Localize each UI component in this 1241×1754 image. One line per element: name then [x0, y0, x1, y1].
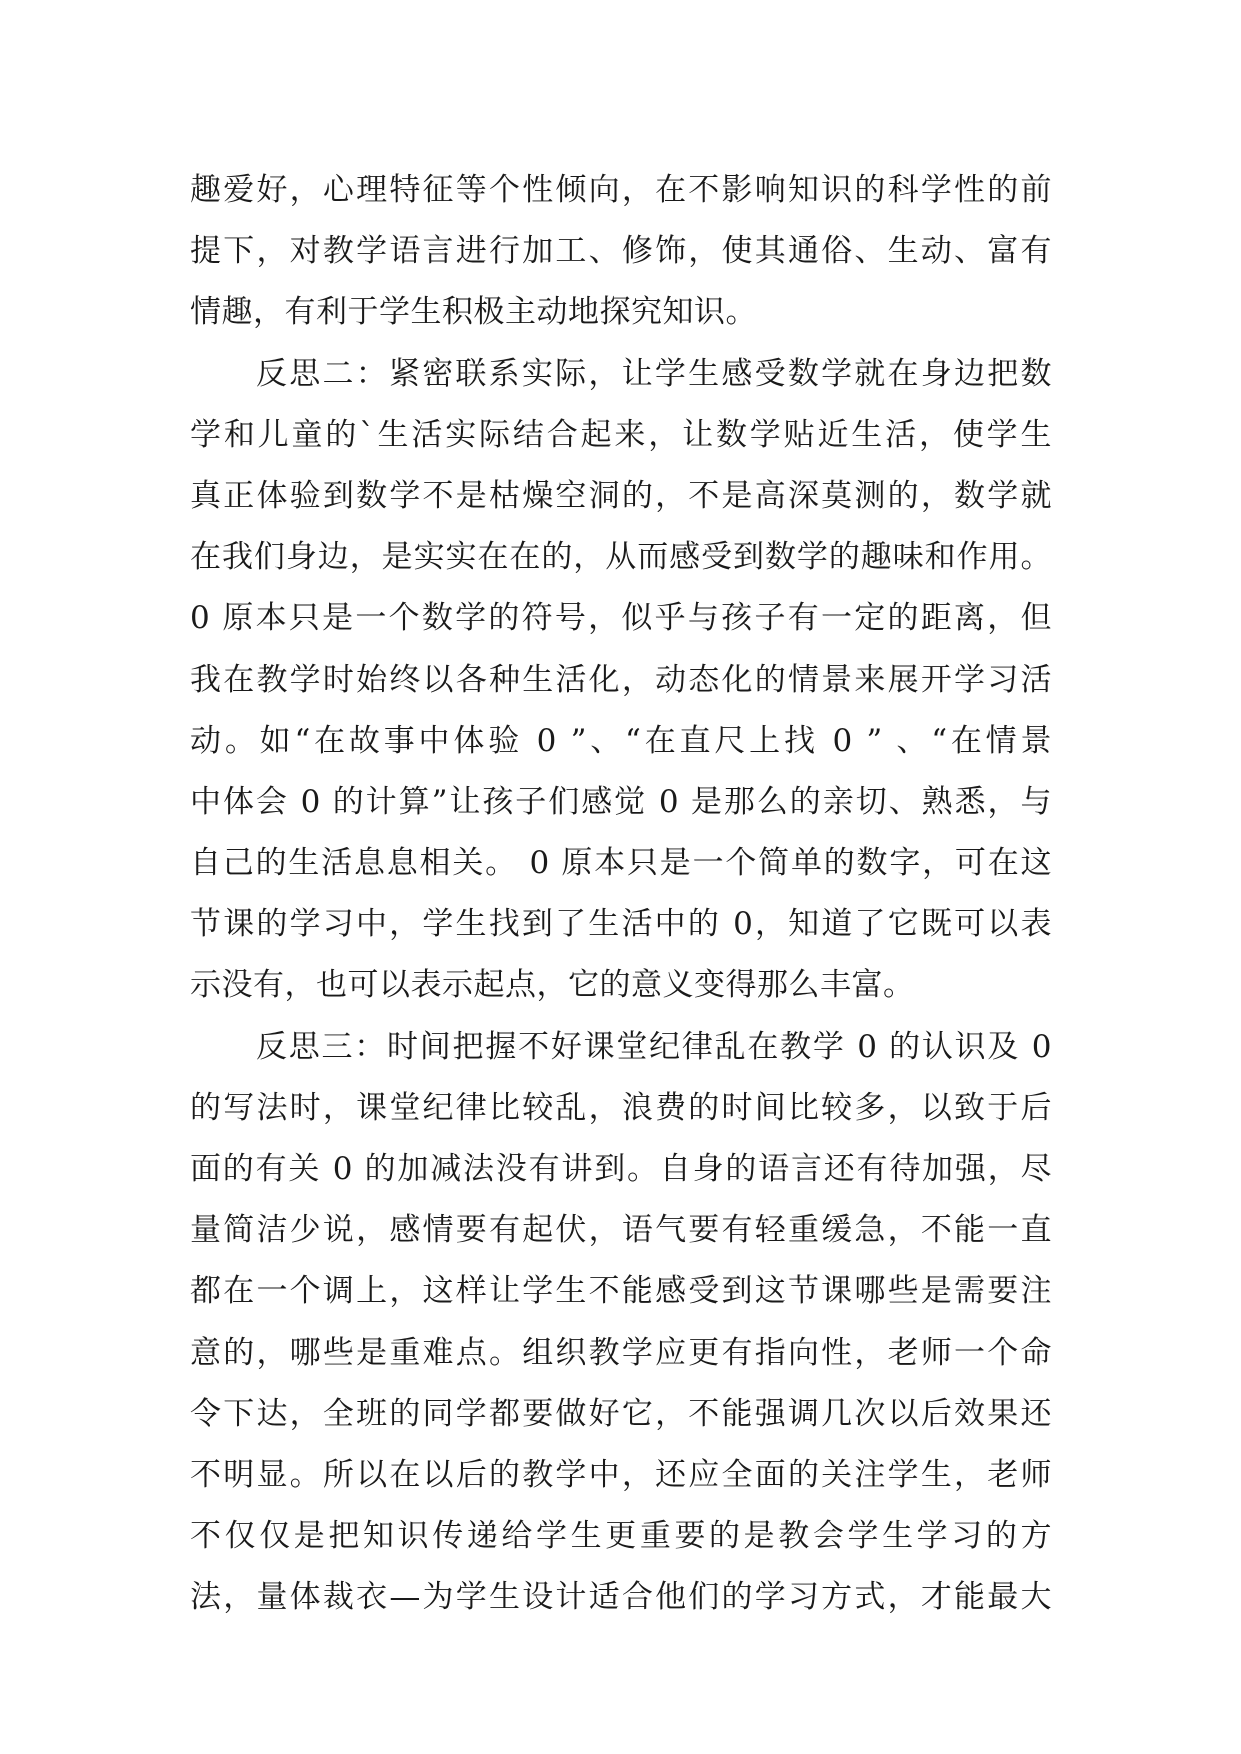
text-line: 节课的学习中，学生找到了生活中的 0，知道了它既可以表 [190, 906, 1052, 943]
text-line: 示没有，也可以表示起点，它的意义变得那么丰富。 [190, 967, 915, 1004]
text-line: 趣爱好，心理特征等个性倾向，在不影响知识的科学性的前 [190, 172, 1052, 208]
text-line: 真正体验到数学不是枯燥空洞的，不是高深莫测的，数学就 [190, 477, 1052, 514]
text-line: 量简洁少说，感情要有起伏，语气要有轻重缓急，不能一直 [190, 1212, 1052, 1249]
text-line: 不明显。所以在以后的教学中，还应全面的关注学生，老师 [190, 1456, 1052, 1493]
text-line: 在我们身边，是实实在在的，从而感受到数学的趣味和作用。 [190, 539, 1052, 576]
text-line: 不仅仅是把知识传递给学生更重要的是教会学生学习的方 [190, 1518, 1052, 1555]
text-line: 反思二：紧密联系实际，让学生感受数学就在身边把数 [256, 355, 1052, 392]
text-line: 法，量体裁衣—为学生设计适合他们的学习方式，才能最大 [190, 1579, 1052, 1616]
text-line: 中体会 0 的计算”让孩子们感觉 0 是那么的亲切、熟悉，与 [190, 783, 1052, 820]
text-line: 反思三：时间把握不好课堂纪律乱在教学 0 的认识及 0 [256, 1028, 1052, 1065]
text-line: 提下，对教学语言进行加工、修饰，使其通俗、生动、富有 [190, 233, 1052, 270]
text-line: 我在教学时始终以各种生活化，动态化的情景来展开学习活 [190, 661, 1052, 698]
text-line: 面的有关 0 的加减法没有讲到。自身的语言还有待加强，尽 [190, 1151, 1052, 1187]
text-line: 自己的生活息息相关。 0 原本只是一个简单的数字，可在这 [190, 845, 1052, 882]
text-line: 的写法时，课堂纪律比较乱，浪费的时间比较多，以致于后 [190, 1089, 1052, 1126]
text-line: 情趣，有利于学生积极主动地探究知识。 [190, 294, 757, 331]
text-line: 令下达，全班的同学都要做好它，不能强调几次以后效果还 [190, 1395, 1052, 1432]
text-line: 动。如“在故事中体验 0 ”、“在直尺上找 0 ” 、“在情景 [190, 722, 1052, 759]
text-line: 学和儿童的`生活实际结合起来，让数学贴近生活，使学生 [190, 416, 1052, 453]
text-line: 意的，哪些是重难点。组织教学应更有指向性，老师一个命 [190, 1334, 1052, 1371]
text-line: 0 原本只是一个数学的符号，似乎与孩子有一定的距离，但 [190, 600, 1052, 637]
text-line: 都在一个调上，这样让学生不能感受到这节课哪些是需要注 [190, 1273, 1052, 1310]
body-text [190, 160, 1052, 1629]
